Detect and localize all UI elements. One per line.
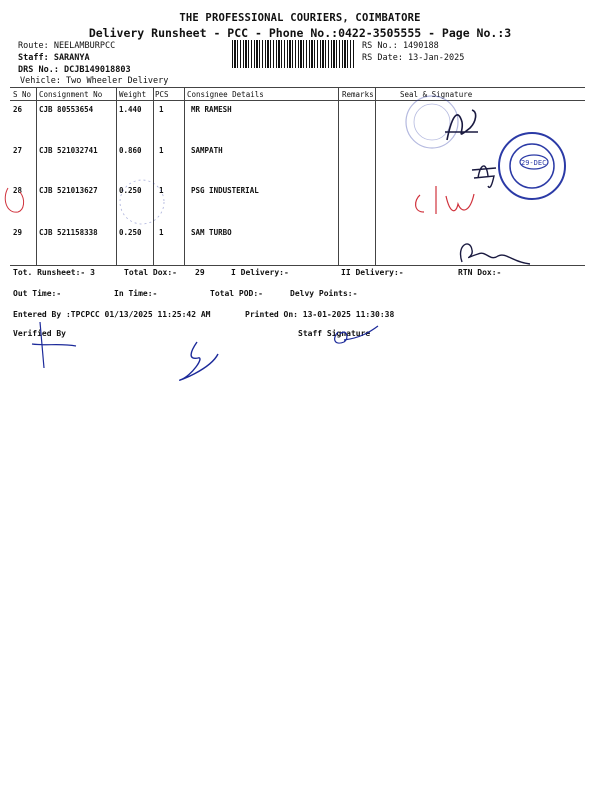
signature-row29 xyxy=(461,244,530,264)
row-consignment: CJB 521013627 xyxy=(39,186,98,195)
row-sno: 28 xyxy=(13,186,23,195)
company-title: THE PROFESSIONAL COURIERS, COIMBATORE xyxy=(179,12,421,24)
delvy-points: Delvy Points:- xyxy=(290,289,358,298)
out-time: Out Time:- xyxy=(13,289,62,298)
col-header-seal: Seal & Signature xyxy=(400,90,473,99)
staff-signature-label: Staff Signature xyxy=(298,329,371,338)
stamp-date: 29-DEC xyxy=(521,159,547,167)
signature-row26 xyxy=(445,110,478,140)
row-consignee: SAMPATH xyxy=(191,146,223,155)
row-consignment: CJB 521032741 xyxy=(39,146,98,155)
col-header-sno: S No xyxy=(13,90,32,99)
i-delivery: I Delivery:- xyxy=(231,268,289,277)
in-time: In Time:- xyxy=(114,289,158,298)
ii-delivery: II Delivery:- xyxy=(341,268,404,277)
row-weight: 0.250 xyxy=(119,186,142,195)
row-weight: 1.440 xyxy=(119,105,142,114)
row-sno: 29 xyxy=(13,228,23,237)
date-stamp xyxy=(499,133,565,199)
row-consignee: PSG INDUSTERIAL xyxy=(191,186,259,195)
staff-signature xyxy=(335,326,378,343)
printed-on: Printed On: 13-01-2025 11:30:38 xyxy=(245,310,395,319)
row-consignment: CJB 80553654 xyxy=(39,105,94,114)
col-header-consignee: Consignee Details xyxy=(187,90,264,99)
rtn-dox: RTN Dox:- xyxy=(458,268,502,277)
tot-runsheet: Tot. Runsheet:- 3 xyxy=(13,268,95,277)
total-dox-value: 29 xyxy=(195,268,205,277)
total-dox-label: Total Dox:- xyxy=(124,268,177,277)
row-consignee: SAM TURBO xyxy=(191,228,232,237)
col-header-consignment: Consignment No xyxy=(39,90,103,99)
row-sno: 27 xyxy=(13,146,23,155)
row-weight: 0.250 xyxy=(119,228,142,237)
vehicle-label: Vehicle: Two Wheeler Delivery xyxy=(20,76,169,86)
rs-number: RS No.: 1490188 xyxy=(362,41,439,51)
row-consignment: CJB 521158338 xyxy=(39,228,98,237)
runsheet-subtitle: Delivery Runsheet - PCC - Phone No.:0422-3505555 - Page No.:3 xyxy=(88,26,512,40)
signature-row28-red xyxy=(416,186,474,214)
row-pcs: 1 xyxy=(159,228,164,237)
staff-label: Staff: SARANYA xyxy=(18,53,90,63)
row-consignee: MR RAMESH xyxy=(191,105,232,114)
rs-date: RS Date: 13-Jan-2025 xyxy=(362,53,465,63)
row-weight: 0.860 xyxy=(119,146,142,155)
route-label: Route: NEELAMBURPCC xyxy=(18,41,116,51)
row-pcs: 1 xyxy=(159,186,164,195)
supervisor-signature xyxy=(180,342,218,380)
row-pcs: 1 xyxy=(159,146,164,155)
drs-number: DRS No.: DCJB149018803 xyxy=(18,65,131,75)
row-sno: 26 xyxy=(13,105,23,114)
col-header-weight: Weight xyxy=(119,90,147,99)
verified-by-signature xyxy=(32,322,76,368)
col-header-remarks: Remarks xyxy=(342,90,374,99)
total-pod: Total POD:- xyxy=(210,289,263,298)
faded-seal-stamp xyxy=(406,96,458,148)
verified-by: Verified By xyxy=(13,329,66,338)
signature-row27 xyxy=(472,166,496,187)
entered-by: Entered By :TPCPCC 01/13/2025 11:25:42 AM xyxy=(13,310,211,319)
col-header-pcs: PCS xyxy=(155,90,169,99)
row-pcs: 1 xyxy=(159,105,164,114)
